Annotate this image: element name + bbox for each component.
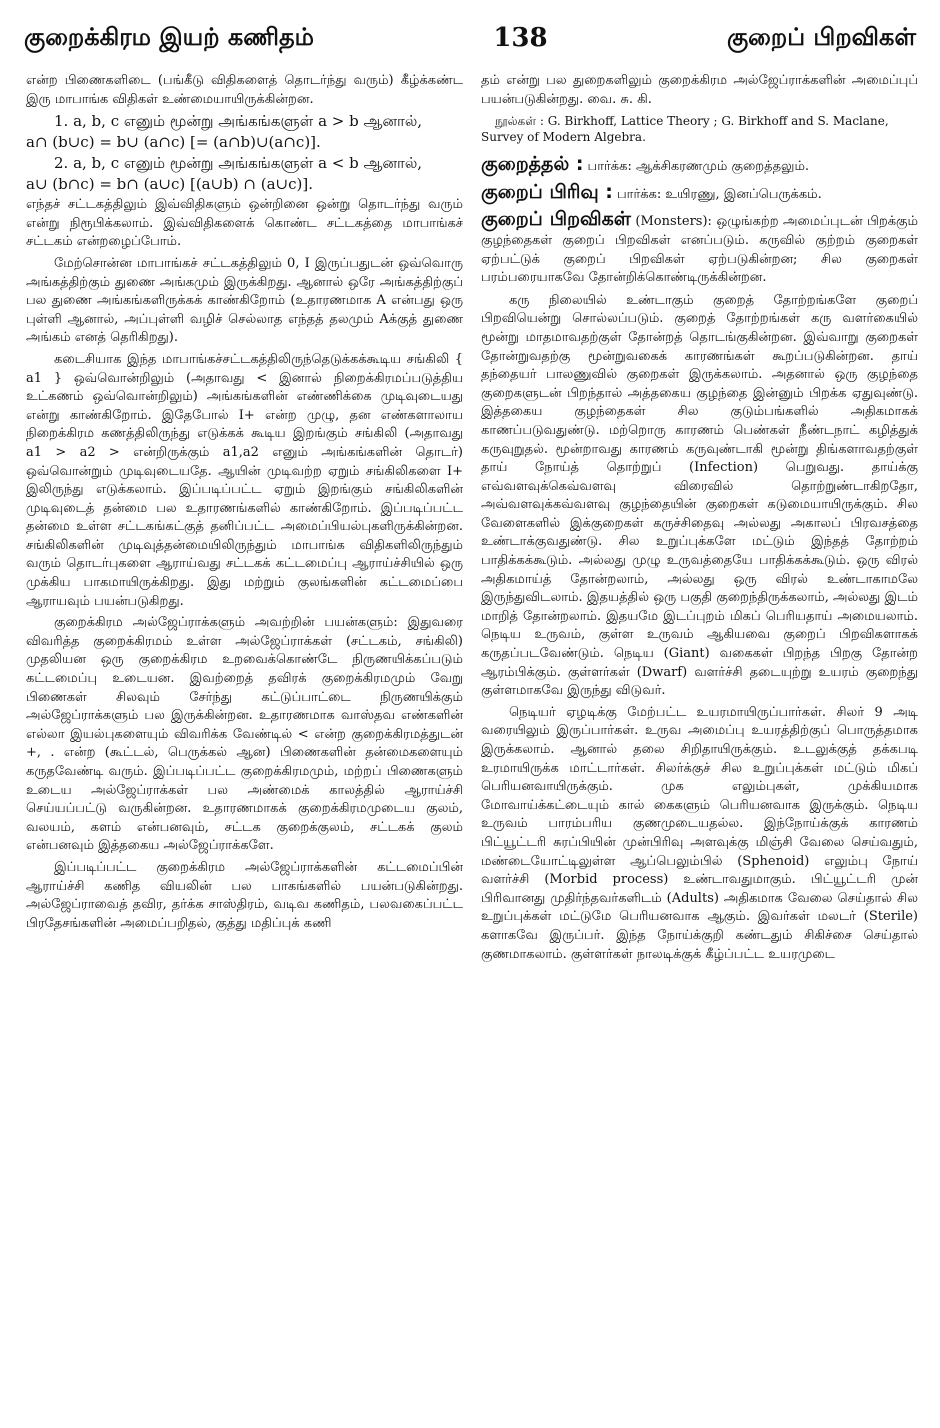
text-columns	[26, 72, 918, 1418]
paragraph: குறைக்கிரம அல்ஜேப்ராக்களும் அவற்றின் பயன்களும்: இதுவரை விவரித்த குறைக்கிரமம் உள்ள அல்ஜேப்ராக்கள் (சட்டகம், சங்கிலி) முதலியன ஒரு குறைக்கிரம உறவைக்கொண்டே நிருணயிக்கப்படும் கட்டமைப்பு உடையன. இவற்றைத் தவிரக் குறைக்கிரமமும் வேறு பிணைகள் சிலவும் சேர்ந்து கட்டுப்பாட்டை நிருணயிக்கும் அல்ஜேப்ராக்களும் பல இருக்கின்றன. உதாரணமாக வாஸ்தவ எண்களின் எல்லா இயல்புகளையும் விவரிக்க வேண்டில் < என்ற குறைக்கிரமத்துடன் +, . என்ற (கூட்டல், பெருக்கல் ஆன) பிணைகளின் தன்மைகளையும் கருதவேண்டி வரும். இப்படிப்பட்ட குறைக்கிரமமும், மற்றப் பிணைகளும் உடைய அல்ஜேப்ராக்கள் பல அண்மைக் காலத்தில் ஆராய்ச்சி செய்யப்பட்டு வருகின்றன. உதாரணமாகக் குறைக்கிரமமுடைய குலம், வலயம், களம் என்பனவும், சட்டக குறைக்குலம், சட்டகக் குலம் என்பனவும் இத்தகைய அல்ஜேப்ராக்களே.	[26, 615, 463, 854]
paragraph: நெடியர் ஏழடிக்கு மேற்பட்ட உயரமாயிருப்பார்கள். சிலர் 9 அடி வரையிலும் இருப்பார்கள். உருவ அமைப்பு உயரத்திற்குப் பொருத்தமாக இருக்கலாம். ஆனால் தலை சிறிதாயிருக்கும். உடலுக்குத் தக்கபடி உரமாயிருக்க மாட்டார்கள். சிலர்க்குச் சில உறுப்புக்கள் மட்டும் மிகப் பெரியனவாயிருக்கும். முக எலும்புகள், முக்கியமாக மோவாய்க்கட்டையும் கால் கைகளும் பெரியனவாக இருக்கும். நெடிய உருவம் பாரம்பரிய குணமுடையதல்ல. இந்நோய்க்குக் காரணம் பிட்யூட்டரி சுரப்பியின் முன்பிரிவு அளவுக்கு மிஞ்சி வேலை செய்வதும், மண்டையோட்டிலுள்ள ஆப்பெலும்பில் (Sphenoid) எலும்பு நோய் வளர்ச்சி (Morbid process) உண்டாவதுமாகும். பிட்யூட்டரி முன் பிரிவானது முதிர்ந்தவர்களிடம் (Adults) அதிகமாக வேலை செய்தால் சில உறுப்புக்கள் மட்டுமே பெரியனவாக ஆகும். இவர்கள் மலடர் (Sterile) களாகவே இருப்பர். இந்த நோய்க்குறி கண்டதும் சிகிச்சை செய்தால் குணமாகலாம். குள்ளர்கள் நாலடிக்குக் கீழ்ப்பட்ட உயரமுடை	[481, 704, 918, 962]
entry-headword: குறைப் பிரிவு :	[481, 180, 613, 203]
paragraph: கரு நிலையில் உண்டாகும் குறைத் தோற்றங்களே குறைப் பிறவியென்று சொல்லப்படும். குறைத் தோற்றங்கள் கரு வளர்கையில் மூன்று மாதமாவதற்குள் தோன்றத் தொடங்குகின்றன. இவ்வாறு குறைகள் தோன்றுவதற்கு மூன்றுவகைக் காரணங்கள் கூறப்படுகின்றன. தாய் தந்தையர் பாலணுவில் குறைகள் இருக்கலாம். அதனால் ஒரு குழந்தை குறைகளுடன் பிறந்தால் அத்தகைய குழந்தை இன்னும் பிறக்க ஏதுவுண்டு. இத்தகைய குழந்தைகள் சில குடும்பங்களில் அதிகமாகக் காணப்படுவதுண்டு. மற்றொரு காரணம் பெண்கள் நீண்டநாட் கழித்துக் கருவுறுதல். மூன்றாவது காரணம் கருவுண்டாகி மூன்று திங்களாவதற்குள் தாய் நோய்த் தொற்றுப் (Infection) பெறுவது. தாய்க்கு எவ்வளவுக்கெவ்வளவு விரைவில் தொற்றுண்டாகிறதோ, அவ்வளவுக்கவ்வளவு குழந்தையின் குறைகள் கடுமையாயிருக்கும். சில வேளைகளில் இக்குறைகள் கருச்சிதைவு அல்லது அகாலப் பிரவசத்தை உண்டாக்குவதுண்டு. சில உறுப்புக்களே மட்டும் இந்தத் தோற்றம் பாதிக்கக்கூடும். அல்லது முழு உருவத்தையே பாதிக்கக்கூடும். ஒரு விரல் அதிகமாய்த் தோன்றலாம், அல்லது ஒரு விரல் உண்டாகாமலே இருந்துவிடலாம். இதயத்தில் ஒரு பகுதி குறைந்திருக்கலாம், அல்லது இடம் மாறித் தோன்றலாம். இதயமே இடப்புறம் மிகப் பெரியதாய் அமையலாம். நெடிய உருவம், குள்ள உருவம் ஆகியவை குறைப் பிறவிகளாகக் கருதப்படவேண்டும். நெடிய (Giant) வகைகள் பிறந்த பிறகு தோன்ற ஆரம்பிக்கும். குள்ளர்கள் (Dwarf) வளர்ச்சி தடையுற்று உயரம் குறைந்து குள்ளமாகவே இருந்து விடுவர்.	[481, 292, 918, 699]
entry-body: பார்க்க: ஆக்சிகரணமும் குறைத்தலும்.	[583, 159, 810, 175]
paragraph: கடைசியாக இந்த மாபாங்கச்சட்டகத்திலிருந்தெடுக்கக்கூடிய சங்கிலி { a1 } ஒவ்வொன்றிலும் (அதாவது < இனால் நிறைக்கிரமப்படுத்திய உட்கணம் ஒவ்வொன்றிலும்) அங்கங்களின் எண்ணிக்கை முடிவுடையது என்று காண்கிறோம். இதேபோல் I+ என்ற முழு, தன எண்களாலாய நிறைக்கிரம கணத்திலிருந்து எடுக்கக் கூடிய இறங்கும் சங்கிலி (அதாவது a1 > a2 > என்றிருக்கும் a1,a2 எனும் அங்கங்களின் தொடர்) ஒவ்வொன்றும் முடிவுடையதே. ஆயின் முடிவற்ற ஏறும் சங்கிலிகளை I+ இலிருந்து எடுக்கலாம். இப்படிப்பட்ட ஏறும் இறங்கும் சங்கிலிகளின் முடிவுடைத் தன்மை பல உதாரணங்களில் காண்கிறோம். இப்படிப்பட்ட தன்மை உள்ள சட்டகங்கட்குத் தனிப்பட்ட அமைப்பியல்புகளிருக்கின்றன. சங்கிலிகளின் முடிவுத்தன்மையிலிருந்தும் மாபாங்க விதிகளிலிருந்தும் வரும் தொடர்புகளை ஆராய்வது சட்டகக் கட்டமைப்பு ஆராய்ச்சியில் ஒரு முக்கிய பாகமாயிருக்கிறது. இது மற்றும் குலங்களின் கட்டமைப்பை ஆராயவும் பயன்படுகிறது.	[26, 351, 463, 609]
law-2-formula: a∪ (b∩c) = b∩ (a∪c) [(a∪b) ∩ (a∪c)].	[26, 175, 313, 194]
references: நூல்கள் : G. Birkhoff, Lattice Theory ; G. Birkhoff and S. Maclane, Survey of Modern Algebra.	[481, 114, 889, 145]
running-head-left: குறைக்கிரம இயற் கணிதம்	[24, 22, 314, 51]
entry-body: பார்க்க: உயிரணு, இனப்பெருக்கம்.	[612, 186, 822, 202]
paragraph: தம் என்று பல துறைகளிலும் குறைக்கிரம அல்ஜேப்ராக்களின் அமைப்புப் பயன்படுகின்றது. வை. சு. கி.	[481, 73, 918, 107]
right-column	[481, 72, 918, 1418]
entry-headword: குறைத்தல் :	[481, 153, 584, 176]
entry-kurai-pirivu	[481, 180, 918, 205]
left-column	[26, 72, 463, 1418]
entry-kuraithal	[481, 155, 918, 177]
paragraph: இப்படிப்பட்ட குறைக்கிரம அல்ஜேப்ராக்களின் கட்டமைப்பின் ஆராய்ச்சி கணித வியலின் பல பாகங்களில் பயன்படுகின்றது. அல்ஜேப்ராவைத் தவிர, தர்க்க சாஸ்திரம், வடிவ கணிதம், பலவகைப்பட்ட பிரதேசங்களின் அமைப்பறிதல், குத்து மதிப்புக் கணி	[26, 859, 463, 931]
paragraph: எந்தச் சட்டகத்திலும் இவ்விதிகளும் ஒன்றினை ஒன்று தொடர்ந்து வரும் என்று நிரூபிக்கலாம். இவ்விதிகளைக் கொண்ட சட்டகத்தை மாபாங்கச் சட்டகம் என்றழைப்போம்.	[26, 197, 463, 250]
law-1-formula: a∩ (b∪c) = b∪ (a∩c) [= (a∩b)∪(a∩c)].	[26, 133, 321, 152]
page-number: 138	[493, 23, 548, 53]
running-head-right: குறைப் பிறவிகள்	[726, 22, 916, 51]
page-header	[24, 16, 916, 60]
entry-body: (Monsters): ஒழுங்கற்ற அமைப்புடன் பிறக்கும் குழந்தைகள் குறைப் பிறவிகள் எனப்படும். கருவில் குற்றம் குறைகள் ஏற்பட்டுக் குறைப் பிறவிகள் ஏற்படுகின்றன; சில குறைகள் பரம்பரையாகவே தோன்றிக்கொண்டிருக்கின்றன.	[481, 214, 918, 286]
paragraph: மேற்சொன்ன மாபாங்கச் சட்டகத்திலும் 0, I இருப்பதுடன் ஒவ்வொரு அங்கத்திற்கும் துணை அங்கமும் இருக்கிறது. ஆனால் ஒரே அங்கத்திற்குப் பல துணை அங்கங்களிருக்கக் காண்கிறோம் (உதாரணமாக A என்பது ஒரு புள்ளி ஆனால், அப்புள்ளி வழிச் செல்லாத எந்தத் தலமும் Aக்குத் துணை அங்கம் எனத் தெரிகிறது).	[26, 255, 463, 346]
paragraph: என்ற பிணைகளிடை (பங்கீடு விதிகளைத் தொடர்ந்து வரும்) கீழ்க்கண்ட இரு மாபாங்க விதிகள் உண்மையாயிருக்கின்றன.	[26, 73, 463, 107]
entry-kurai-piravigal	[481, 210, 918, 287]
entry-headword: குறைப் பிறவிகள்	[481, 208, 631, 231]
law-1-statement: 1. a, b, c எனும் மூன்று அங்கங்களுள் a > b ஆனால்,	[54, 112, 423, 131]
law-2-statement: 2. a, b, c எனும் மூன்று அங்கங்களுள் a < b ஆனால்,	[54, 154, 423, 173]
